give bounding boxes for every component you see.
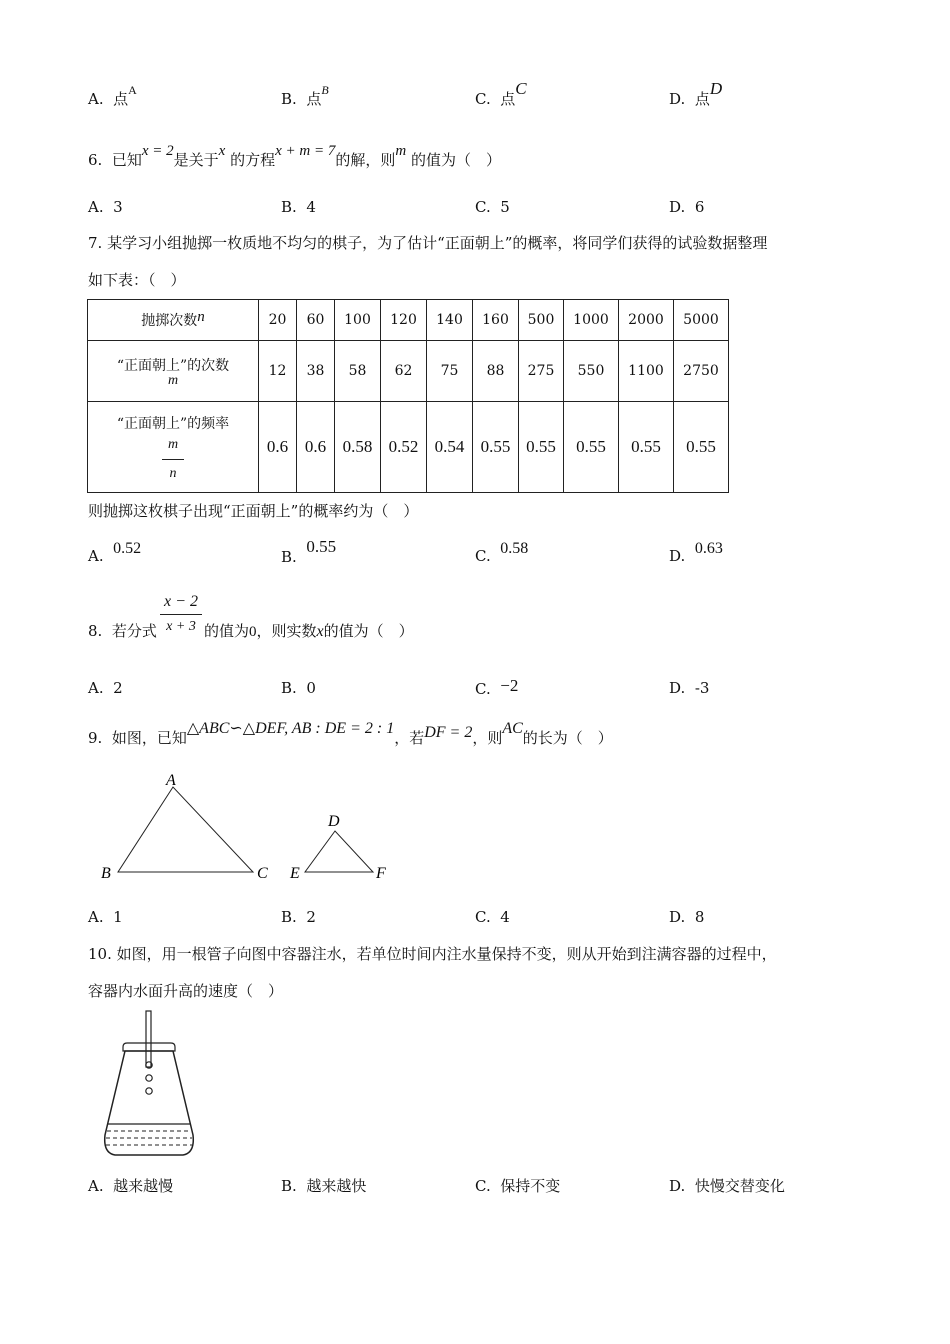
q7-stem-line2: 如下表：（ ） xyxy=(88,271,186,289)
table-cell: 0.54 xyxy=(427,402,473,493)
q6-option-d: D. 6 xyxy=(669,198,705,216)
table-cell: 60 xyxy=(297,300,335,341)
table-cell: 1100 xyxy=(619,341,674,402)
q10-option-b: B. 越来越快 xyxy=(281,1177,367,1195)
q10-option-d: D. 快慢交替变化 xyxy=(669,1177,785,1195)
q8-stem: 8. 若分式 xyxy=(88,622,157,640)
graduation-mark xyxy=(146,1075,152,1081)
q7-option-a: A. 0.52 xyxy=(88,540,142,565)
q8-option-a: A. 2 xyxy=(88,679,123,697)
table-header-frequency: “正面朝上”的频率 $\frac{m}{n}$ xyxy=(88,402,259,493)
table-cell: 2750 xyxy=(674,341,729,402)
q7-stem-line1: 7. 某学习小组抛掷一枚质地不均匀的棋子，为了估计“正面朝上”的概率，将同学们获得的试验数据整理 xyxy=(88,234,768,252)
q9-stem: 9. 如图，已知△ABC∽△DEF, AB : DE = 2 : 1，若DF = 2，则AC的长为（ ） xyxy=(88,720,613,747)
q5-option-b: B. 点$^B$ xyxy=(281,83,329,108)
table-cell: 0.55 xyxy=(564,402,619,493)
q8-stem-rest: 的值为0，则实数x的值为（ ） xyxy=(204,622,414,640)
flask-container-figure xyxy=(95,1005,205,1165)
q5-option-c: C. 点C xyxy=(475,79,527,108)
vertex-label-f: F xyxy=(376,865,386,882)
table-cell: 38 xyxy=(297,341,335,402)
table-cell: 100 xyxy=(335,300,381,341)
table-cell: 62 xyxy=(381,341,427,402)
table-cell: 0.6 xyxy=(297,402,335,493)
table-cell: 0.55 xyxy=(619,402,674,493)
q6-stem: 6. 已知x = 2是关于x 的方程x + m = 7的解，则m 的值为（ ） xyxy=(88,143,502,169)
table-row-heads xyxy=(88,341,729,402)
vertex-label-c: C xyxy=(257,865,268,882)
vertex-label-d: D xyxy=(328,813,340,830)
q7-option-d: D. 0.63 xyxy=(669,540,723,565)
table-cell: 0.55 xyxy=(473,402,519,493)
fraction-numerator: x − 2 xyxy=(164,593,198,610)
q10-stem-line1: 10. 如图，用一根管子向图中容器注水，若单位时间内注水量保持不变，则从开始到注满容器的过程中， xyxy=(88,945,777,963)
table-cell: 12 xyxy=(259,341,297,402)
q9-option-b: B. 2 xyxy=(281,908,316,926)
q8-option-d: D. -3 xyxy=(669,679,710,697)
table-cell: 140 xyxy=(427,300,473,341)
table-cell: 120 xyxy=(381,300,427,341)
q8-fraction xyxy=(160,592,202,637)
table-cell: 5000 xyxy=(674,300,729,341)
q9-option-d: D. 8 xyxy=(669,908,705,926)
q6-option-b: B. 4 xyxy=(281,198,316,216)
q9-option-a: A. 1 xyxy=(88,908,123,926)
fill-pipe xyxy=(146,1011,151,1067)
table-cell: 500 xyxy=(519,300,564,341)
q7-option-c: C. 0.58 xyxy=(475,540,529,565)
triangle-def xyxy=(305,831,373,872)
table-cell: 160 xyxy=(473,300,519,341)
triangle-abc xyxy=(118,787,253,872)
q6-option-a: A. 3 xyxy=(88,198,123,216)
table-cell: 0.52 xyxy=(381,402,427,493)
table-cell: 58 xyxy=(335,341,381,402)
table-header-heads: “正面朝上”的次数 m xyxy=(88,341,259,402)
fraction-denominator: x + 3 xyxy=(166,619,196,634)
table-cell: 88 xyxy=(473,341,519,402)
table-cell: 550 xyxy=(564,341,619,402)
table-cell: 1000 xyxy=(564,300,619,341)
table-cell: 0.55 xyxy=(674,402,729,493)
q9-option-c: C. 4 xyxy=(475,908,510,926)
fraction-bar xyxy=(160,614,202,615)
graduation-mark xyxy=(146,1088,152,1094)
table-row-frequency xyxy=(88,402,729,493)
table-header-throws: 抛掷次数n xyxy=(88,300,259,341)
q8-option-c: C. −2 xyxy=(475,676,519,698)
q7-after-table: 则抛掷这枚棋子出现“正面朝上”的概率约为（ ） xyxy=(88,502,419,520)
table-cell: 275 xyxy=(519,341,564,402)
table-cell: 20 xyxy=(259,300,297,341)
table-row-throws xyxy=(88,300,729,341)
vertex-label-b: B xyxy=(101,865,111,882)
q7-option-b: B. 0.55 xyxy=(281,537,337,566)
vertex-label-e: E xyxy=(290,865,300,882)
vertex-label-a: A xyxy=(166,772,176,789)
q10-stem-line2: 容器内水面升高的速度（ ） xyxy=(88,982,284,1000)
table-cell: 0.6 xyxy=(259,402,297,493)
table-cell: 0.58 xyxy=(335,402,381,493)
q6-option-c: C. 5 xyxy=(475,198,510,216)
table-cell: 75 xyxy=(427,341,473,402)
q10-option-c: C. 保持不变 xyxy=(475,1177,561,1195)
similar-triangles-figure xyxy=(95,765,405,890)
q5-option-d: D. 点D xyxy=(669,79,723,108)
flask-rim xyxy=(123,1043,175,1051)
table-cell: 0.55 xyxy=(519,402,564,493)
frequency-table xyxy=(87,299,729,493)
q8-option-b: B. 0 xyxy=(281,679,316,697)
table-cell: 2000 xyxy=(619,300,674,341)
q10-option-a: A. 越来越慢 xyxy=(88,1177,174,1195)
q5-option-a: A. 点$^A$ xyxy=(88,83,137,108)
